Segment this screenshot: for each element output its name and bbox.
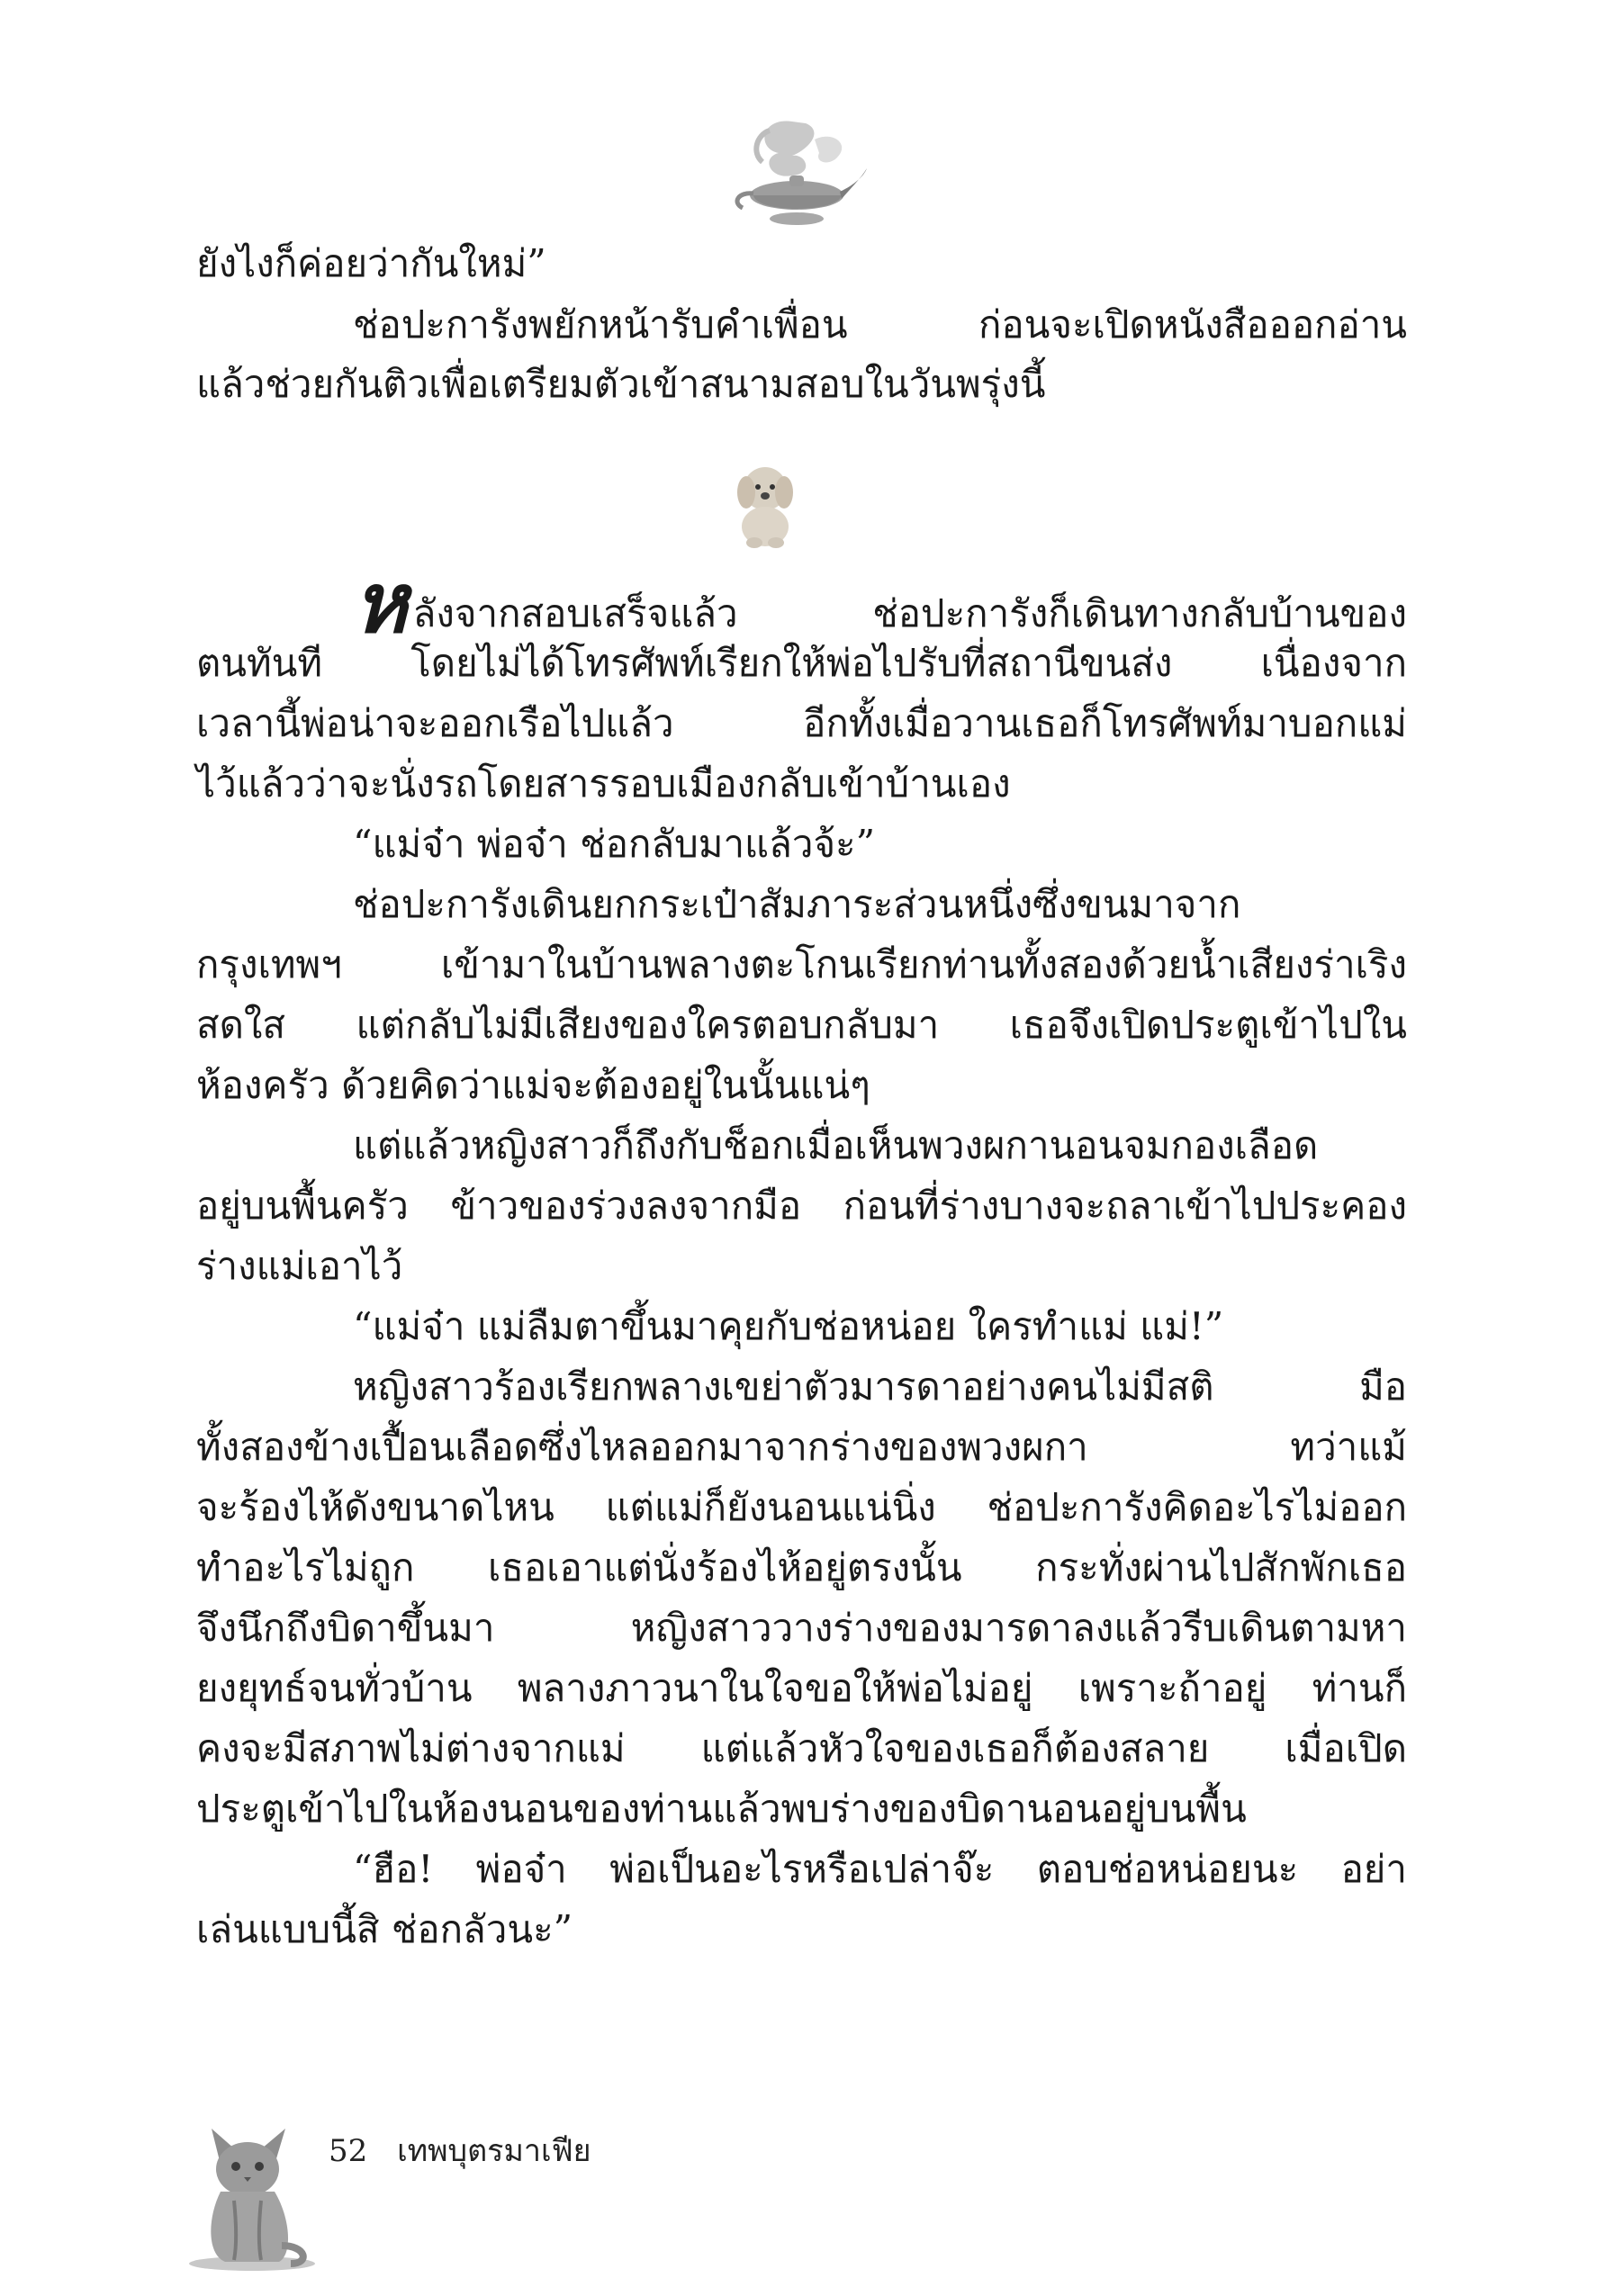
book-title: เทพบุตรมาเฟีย	[397, 2133, 591, 2169]
text-line: จะร้องไห้ดังขนาดไหน แต่แม่ก็ยังนอนแน่นิ่ง ช่อปะการังคิดอะไรไม่ออก	[196, 1485, 1407, 1529]
text-line: “แม่จ๋า พ่อจ๋า ช่อกลับมาแล้วจ้ะ”	[353, 822, 876, 866]
text-line: กรุงเทพฯ เข้ามาในบ้านพลางตะโกนเรียกท่านทั้งสองด้วยน้ำเสียงร่าเริง	[196, 942, 1407, 986]
text-line: ยังไงก็ค่อยว่ากันใหม่”	[196, 241, 546, 285]
text-line: ร่างแม่เอาไว้	[196, 1244, 403, 1288]
drop-cap: ห	[353, 554, 408, 652]
cat-icon	[185, 2111, 320, 2273]
text-line: ยงยุทธ์จนทั่วบ้าน พลางภาวนาในใจขอให้พ่อไม่อยู่ เพราะถ้าอยู่ ท่านก็	[196, 1666, 1407, 1710]
text-line: ทั้งสองข้างเปื้อนเลือดซึ่งไหลออกมาจากร่างของพวงผกา ทว่าแม้	[196, 1425, 1407, 1469]
page-number: 52	[329, 2133, 368, 2169]
text-line: แต่แล้วหญิงสาวก็ถึงกับช็อกเมื่อเห็นพวงผกานอนจมกองเลือด	[353, 1123, 1319, 1167]
text-line: คงจะมีสภาพไม่ต่างจากแม่ แต่แล้วหัวใจของเธอก็ต้องสลาย เมื่อเปิด	[196, 1726, 1407, 1770]
text-line: แล้วช่วยกันติวเพื่อเตรียมตัวเข้าสนามสอบในวันพรุ่งนี้	[196, 362, 1046, 406]
text-line: จึงนึกถึงบิดาขึ้นมา หญิงสาววางร่างของมารดาลงแล้วรีบเดินตามหา	[196, 1606, 1407, 1650]
text-line: “ฮือ! พ่อจ๋า พ่อเป็นอะไรหรือเปล่าจ๊ะ ตอบช่อหน่อยนะ อย่า	[353, 1847, 1407, 1891]
text-line-with-drop-cap	[353, 554, 1407, 652]
page-footer	[329, 2131, 591, 2171]
text-line: เล่นแบบนี้สิ ช่อกลัวนะ”	[196, 1907, 573, 1951]
text-line: สดใส แต่กลับไม่มีเสียงของใครตอบกลับมา เธอจึงเปิดประตูเข้าไปใน	[196, 1003, 1407, 1047]
text-line: เวลานี้พ่อน่าจะออกเรือไปแล้ว อีกทั้งเมื่อวานเธอก็โทรศัพท์มาบอกแม่	[196, 701, 1407, 745]
text-line: ห้องครัว ด้วยคิดว่าแม่จะต้องอยู่ในนั้นแน่ๆ	[196, 1063, 870, 1107]
text-line: ช่อปะการังพยักหน้ารับคำเพื่อน ก่อนจะเปิดหนังสือออกอ่าน	[353, 302, 1407, 347]
text-line: ช่อปะการังเดินยกกระเป๋าสัมภาระส่วนหนึ่งซึ่งขนมาจาก	[353, 882, 1241, 926]
text-line: ตนทันที โดยไม่ได้โทรศัพท์เรียกให้พ่อไปรับที่สถานีขนส่ง เนื่องจาก	[196, 641, 1407, 685]
text-line: ประตูเข้าไปในห้องนอนของท่านแล้วพบร่างของบิดานอนอยู่บนพื้น	[196, 1787, 1247, 1831]
text-line: หญิงสาวร้องเรียกพลางเขย่าตัวมารดาอย่างคนไม่มีสติ มือ	[353, 1364, 1407, 1409]
puppy-icon	[725, 455, 806, 549]
text-line: ลังจากสอบเสร็จแล้ว ช่อปะการังก็เดินทางกลับบ้านของ	[412, 591, 1407, 635]
text-line: อยู่บนพื้นครัว ข้าวของร่วงลงจากมือ ก่อนที่ร่างบางจะถลาเข้าไปประคอง	[196, 1184, 1407, 1228]
text-line: “แม่จ๋า แม่ลืมตาขึ้นมาคุยกับช่อหน่อย ใครทำแม่ แม่!”	[353, 1304, 1224, 1348]
text-line: ทำอะไรไม่ถูก เธอเอาแต่นั่งร้องไห้อยู่ตรงนั้น กระทั่งผ่านไปสักพักเธอ	[196, 1545, 1407, 1589]
text-line: ไว้แล้วว่าจะนั่งรถโดยสารรอบเมืองกลับเข้าบ้านเอง	[196, 761, 1011, 806]
genie-lamp-smoke-icon	[707, 113, 869, 230]
